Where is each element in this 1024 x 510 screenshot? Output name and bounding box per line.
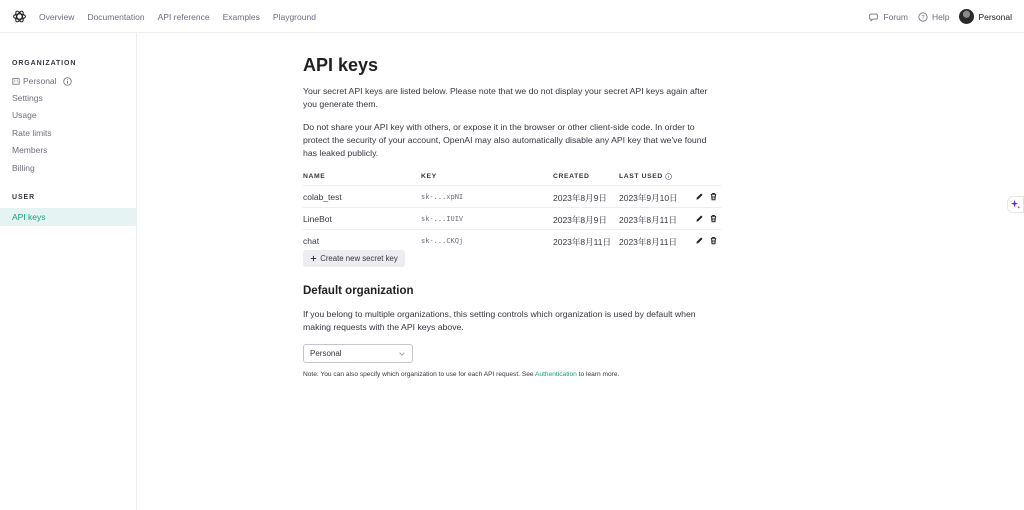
sidebar-item-settings[interactable]: Settings bbox=[12, 93, 43, 103]
pencil-icon[interactable] bbox=[695, 192, 704, 201]
sidebar-item-personal-org[interactable] bbox=[12, 76, 72, 86]
sparkle-icon bbox=[1010, 199, 1021, 210]
help-label: Help bbox=[931, 11, 950, 22]
create-button-label: Create new secret key bbox=[320, 254, 398, 263]
openai-logo-icon[interactable] bbox=[12, 9, 27, 24]
top-right-menu bbox=[869, 0, 1012, 33]
column-header-created: CREATED bbox=[553, 173, 590, 180]
column-header-last-used bbox=[619, 173, 672, 180]
last-used-date: 2023年8月11日 bbox=[619, 237, 677, 247]
pencil-icon[interactable] bbox=[695, 236, 704, 245]
nav-api-reference[interactable]: API reference bbox=[157, 11, 210, 22]
page-title: API keys bbox=[303, 55, 379, 75]
main-nav bbox=[39, 0, 316, 33]
chat-bubble-icon bbox=[869, 12, 879, 22]
intro-text: Your secret API keys are listed below. Please note that we do not display your secret API keys again after you generate them. bbox=[303, 86, 708, 109]
warning-text: Do not share your API key with others, or expose it in the browser or other client-side code. In order to protect the security of your account, OpenAI may also automatically disable any API key that we've found has leaked publicly. bbox=[303, 122, 707, 158]
plus-icon bbox=[310, 255, 317, 262]
help-link[interactable] bbox=[918, 12, 949, 22]
key-name: chat bbox=[303, 236, 320, 246]
authentication-link[interactable]: Authentication bbox=[535, 371, 577, 378]
forum-link[interactable] bbox=[869, 12, 908, 22]
trash-icon[interactable] bbox=[709, 214, 718, 223]
forum-label: Forum bbox=[883, 11, 908, 22]
key-value: sk-...xpNI bbox=[421, 193, 464, 201]
table-row bbox=[303, 185, 721, 207]
help-circle-icon bbox=[918, 12, 928, 22]
organization-note bbox=[303, 371, 619, 378]
organization-select-value: Personal bbox=[310, 349, 342, 358]
pencil-icon[interactable] bbox=[695, 214, 704, 223]
top-navbar bbox=[0, 0, 1024, 33]
create-new-secret-key-button[interactable] bbox=[303, 250, 405, 267]
column-header-key: KEY bbox=[421, 173, 437, 180]
table-row bbox=[303, 207, 721, 229]
key-value: sk-...CKQj bbox=[421, 237, 464, 245]
sidebar-heading-user: USER bbox=[12, 194, 36, 201]
sidebar-item-members[interactable]: Members bbox=[12, 145, 48, 155]
trash-icon[interactable] bbox=[709, 236, 718, 245]
last-used-date: 2023年8月11日 bbox=[619, 215, 677, 225]
assistant-sparkle-button[interactable] bbox=[1007, 196, 1024, 213]
sidebar-item-billing[interactable]: Billing bbox=[12, 163, 35, 173]
table-row bbox=[303, 229, 721, 251]
info-icon[interactable] bbox=[63, 77, 72, 86]
user-label: Personal bbox=[978, 11, 1012, 22]
key-value: sk-...IUIV bbox=[421, 215, 464, 223]
key-name: LineBot bbox=[303, 214, 332, 224]
sidebar-heading-organization: ORGANIZATION bbox=[12, 60, 77, 67]
nav-examples[interactable]: Examples bbox=[222, 11, 260, 22]
nav-documentation[interactable]: Documentation bbox=[87, 11, 145, 22]
info-icon[interactable] bbox=[665, 173, 672, 180]
building-icon bbox=[12, 77, 20, 85]
sidebar bbox=[0, 33, 137, 510]
nav-overview[interactable]: Overview bbox=[39, 11, 75, 22]
organization-select[interactable] bbox=[303, 344, 413, 363]
user-menu[interactable] bbox=[959, 9, 1012, 24]
sidebar-item-label: Personal bbox=[23, 76, 57, 86]
created-date: 2023年8月9日 bbox=[553, 193, 607, 203]
note-text-suffix: to learn more. bbox=[576, 371, 620, 378]
default-organization-description: If you belong to multiple organizations, this setting controls which organization is used by default when making requests with the API keys above. bbox=[303, 309, 696, 332]
nav-playground[interactable]: Playground bbox=[272, 11, 316, 22]
key-name: colab_test bbox=[303, 192, 342, 202]
sidebar-item-rate-limits[interactable]: Rate limits bbox=[12, 128, 52, 138]
default-organization-title: Default organization bbox=[303, 285, 414, 297]
column-header-name: NAME bbox=[303, 173, 326, 180]
sidebar-item-api-keys[interactable]: API keys bbox=[0, 208, 136, 226]
created-date: 2023年8月9日 bbox=[553, 215, 607, 225]
avatar bbox=[959, 9, 974, 24]
svg-text:?: ? bbox=[921, 14, 925, 21]
note-text: Note: You can also specify which organization to use for each API request. See bbox=[303, 371, 536, 378]
column-header-label: LAST USED bbox=[619, 173, 663, 180]
trash-icon[interactable] bbox=[709, 192, 718, 201]
created-date: 2023年8月11日 bbox=[553, 237, 611, 247]
last-used-date: 2023年9月10日 bbox=[619, 193, 678, 203]
chevron-down-icon bbox=[398, 350, 406, 358]
sidebar-item-usage[interactable]: Usage bbox=[12, 110, 37, 120]
